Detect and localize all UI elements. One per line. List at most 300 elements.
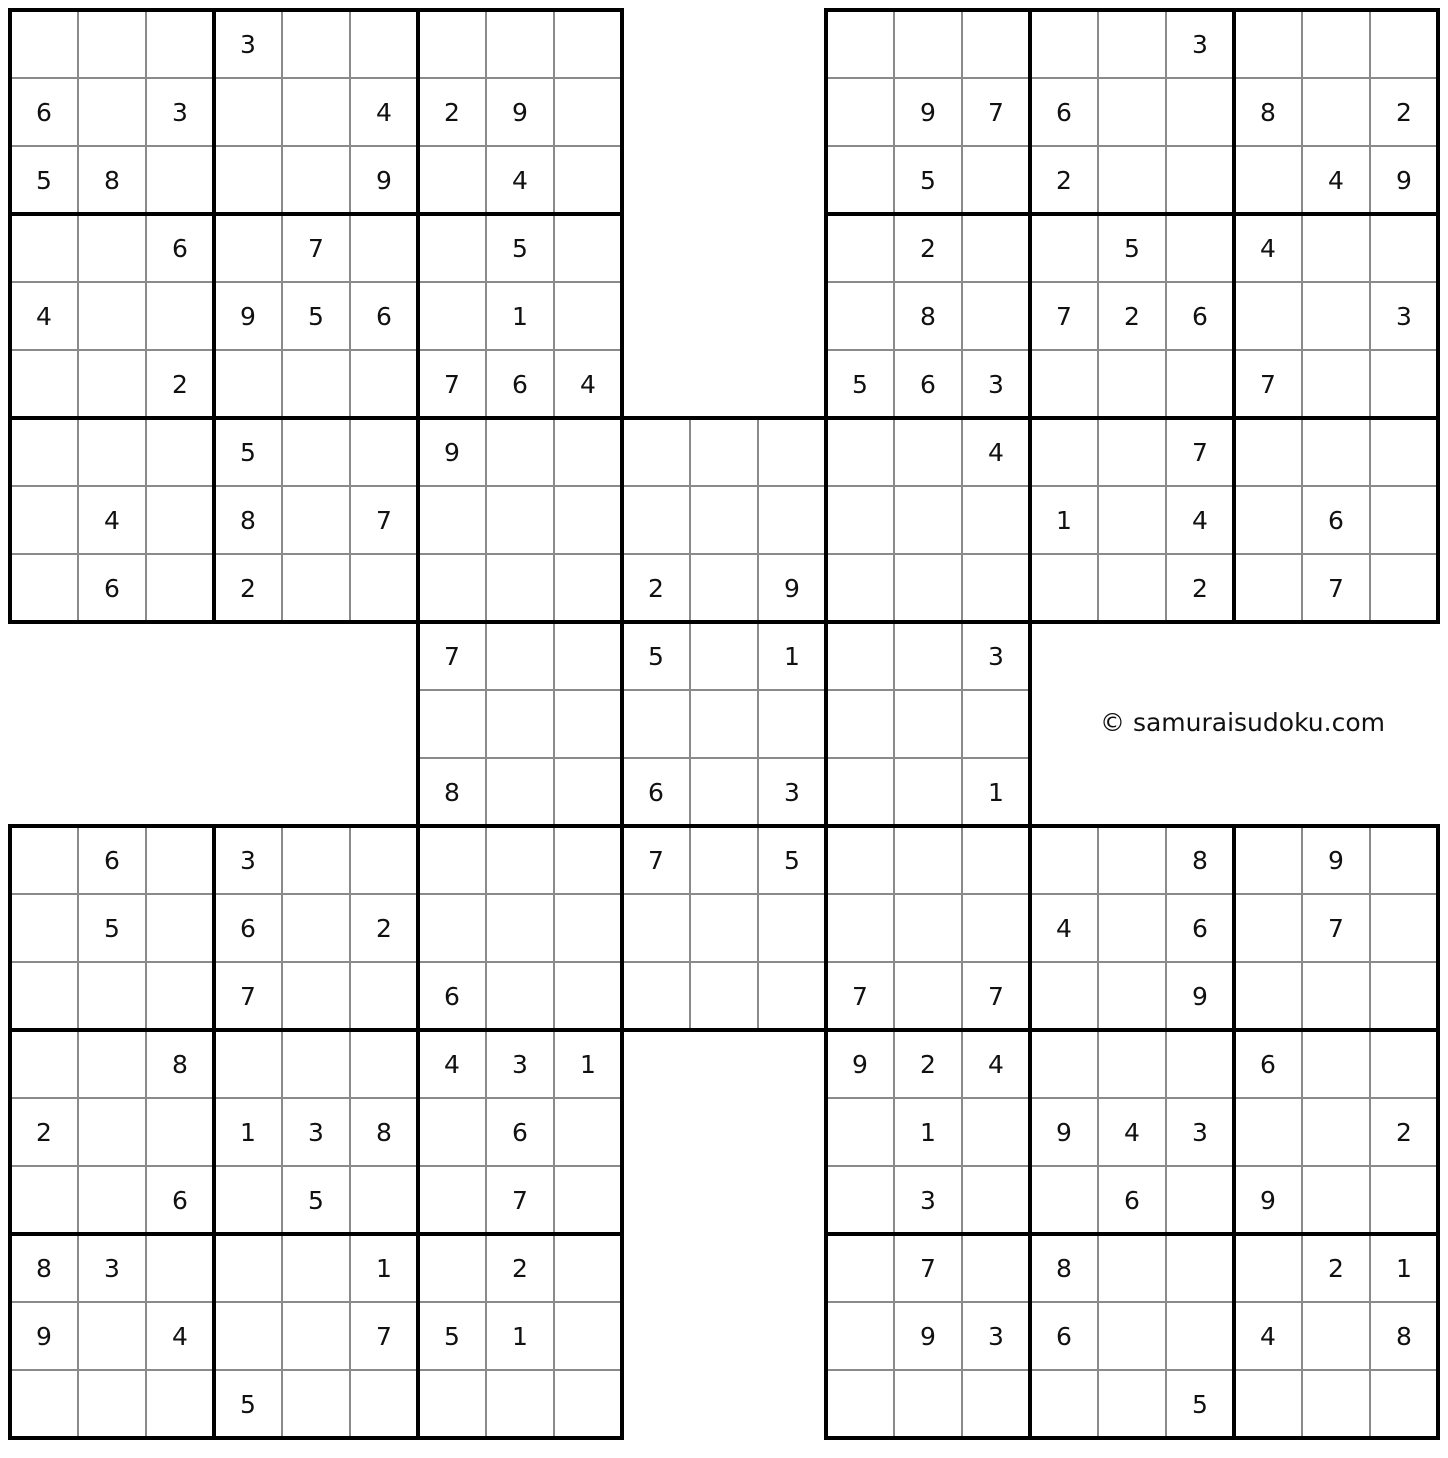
empty-cell[interactable]: [486, 486, 554, 554]
empty-cell[interactable]: [486, 962, 554, 1030]
empty-cell[interactable]: [418, 146, 486, 214]
given-digit-cell: 6: [104, 845, 120, 875]
empty-cell[interactable]: [758, 418, 826, 486]
empty-cell[interactable]: [1234, 1370, 1302, 1438]
given-digit-cell: 8: [1396, 1321, 1412, 1351]
empty-cell[interactable]: [1098, 1302, 1166, 1370]
empty-cell[interactable]: [78, 1030, 146, 1098]
given-digit-cell: 1: [376, 1253, 392, 1283]
given-digit-cell: 9: [920, 1321, 936, 1351]
empty-cell[interactable]: [350, 826, 418, 894]
empty-cell[interactable]: [1098, 962, 1166, 1030]
empty-cell[interactable]: [622, 690, 690, 758]
empty-cell[interactable]: [214, 146, 282, 214]
empty-cell[interactable]: [1234, 1234, 1302, 1302]
empty-cell[interactable]: [214, 1302, 282, 1370]
given-digit-cell: 2: [1396, 1117, 1412, 1147]
given-digit-cell: 5: [240, 1389, 256, 1419]
empty-cell[interactable]: [554, 214, 622, 282]
empty-cell[interactable]: [690, 758, 758, 826]
empty-cell[interactable]: [1370, 962, 1438, 1030]
empty-cell[interactable]: [1098, 826, 1166, 894]
empty-cell[interactable]: [690, 622, 758, 690]
empty-cell[interactable]: [826, 826, 894, 894]
given-digit-cell: 7: [444, 369, 460, 399]
empty-cell[interactable]: [1166, 146, 1234, 214]
empty-cell[interactable]: [758, 962, 826, 1030]
empty-cell[interactable]: [282, 418, 350, 486]
empty-cell[interactable]: [1098, 554, 1166, 622]
empty-cell[interactable]: [962, 486, 1030, 554]
empty-cell[interactable]: [962, 826, 1030, 894]
empty-cell[interactable]: [1030, 10, 1098, 78]
empty-cell[interactable]: [622, 418, 690, 486]
empty-cell[interactable]: [78, 1302, 146, 1370]
given-digit-cell: 1: [1056, 505, 1072, 535]
empty-cell[interactable]: [1234, 1098, 1302, 1166]
empty-cell[interactable]: [962, 282, 1030, 350]
empty-cell[interactable]: [554, 962, 622, 1030]
empty-cell[interactable]: [1166, 1234, 1234, 1302]
empty-cell[interactable]: [1098, 418, 1166, 486]
given-digit-cell: 1: [512, 301, 528, 331]
empty-cell[interactable]: [146, 282, 214, 350]
empty-cell[interactable]: [486, 418, 554, 486]
empty-cell[interactable]: [214, 1234, 282, 1302]
given-digit-cell: 1: [240, 1117, 256, 1147]
empty-cell[interactable]: [10, 486, 78, 554]
given-digit-cell: 7: [240, 981, 256, 1011]
empty-cell[interactable]: [826, 690, 894, 758]
given-digit-cell: 3: [988, 369, 1004, 399]
given-digit-cell: 6: [104, 573, 120, 603]
empty-cell[interactable]: [78, 418, 146, 486]
empty-cell[interactable]: [282, 146, 350, 214]
empty-cell[interactable]: [1234, 486, 1302, 554]
given-digit-cell: 5: [648, 641, 664, 671]
given-digit-cell: 2: [1124, 301, 1140, 331]
given-digit-cell: 8: [104, 165, 120, 195]
empty-cell[interactable]: [1030, 1370, 1098, 1438]
empty-cell[interactable]: [1302, 962, 1370, 1030]
empty-cell[interactable]: [350, 554, 418, 622]
given-digit-cell: 3: [920, 1185, 936, 1215]
given-digit-cell: 6: [1192, 913, 1208, 943]
empty-cell[interactable]: [418, 486, 486, 554]
empty-cell[interactable]: [962, 1234, 1030, 1302]
empty-cell[interactable]: [826, 1166, 894, 1234]
empty-cell[interactable]: [826, 1098, 894, 1166]
given-digit-cell: 7: [1192, 437, 1208, 467]
empty-cell[interactable]: [486, 690, 554, 758]
empty-cell[interactable]: [486, 1370, 554, 1438]
empty-cell[interactable]: [554, 146, 622, 214]
empty-cell[interactable]: [1166, 78, 1234, 146]
empty-cell[interactable]: [1302, 1302, 1370, 1370]
empty-cell[interactable]: [894, 10, 962, 78]
empty-cell[interactable]: [894, 622, 962, 690]
empty-cell[interactable]: [350, 350, 418, 418]
empty-cell[interactable]: [350, 418, 418, 486]
empty-cell[interactable]: [1370, 826, 1438, 894]
empty-cell[interactable]: [78, 1098, 146, 1166]
empty-cell[interactable]: [78, 350, 146, 418]
empty-cell[interactable]: [826, 622, 894, 690]
empty-cell[interactable]: [554, 10, 622, 78]
empty-cell[interactable]: [1234, 282, 1302, 350]
given-digit-cell: 4: [1260, 1321, 1276, 1351]
given-digit-cell: 9: [1260, 1185, 1276, 1215]
empty-cell[interactable]: [1030, 1030, 1098, 1098]
empty-cell[interactable]: [1234, 826, 1302, 894]
empty-cell[interactable]: [554, 622, 622, 690]
given-digit-cell: 8: [920, 301, 936, 331]
empty-cell[interactable]: [10, 1166, 78, 1234]
empty-cell[interactable]: [554, 554, 622, 622]
empty-cell[interactable]: [1166, 1030, 1234, 1098]
given-digit-cell: 3: [1192, 29, 1208, 59]
empty-cell[interactable]: [1370, 1030, 1438, 1098]
empty-cell[interactable]: [1302, 214, 1370, 282]
empty-cell[interactable]: [418, 1370, 486, 1438]
empty-cell[interactable]: [10, 554, 78, 622]
empty-cell[interactable]: [826, 10, 894, 78]
given-digit-cell: 5: [104, 913, 120, 943]
empty-cell[interactable]: [1098, 10, 1166, 78]
empty-cell[interactable]: [826, 758, 894, 826]
empty-cell[interactable]: [418, 1166, 486, 1234]
empty-cell[interactable]: [962, 10, 1030, 78]
empty-cell[interactable]: [1302, 1030, 1370, 1098]
empty-cell[interactable]: [10, 1030, 78, 1098]
empty-cell[interactable]: [1030, 962, 1098, 1030]
empty-cell[interactable]: [418, 1234, 486, 1302]
empty-cell[interactable]: [282, 826, 350, 894]
empty-cell[interactable]: [690, 894, 758, 962]
empty-cell[interactable]: [10, 214, 78, 282]
empty-cell[interactable]: [826, 146, 894, 214]
empty-cell[interactable]: [146, 554, 214, 622]
empty-cell[interactable]: [554, 1098, 622, 1166]
empty-cell[interactable]: [1302, 1098, 1370, 1166]
given-digit-cell: 9: [1056, 1117, 1072, 1147]
empty-cell[interactable]: [146, 10, 214, 78]
empty-cell[interactable]: [78, 78, 146, 146]
empty-cell[interactable]: [1030, 826, 1098, 894]
empty-cell[interactable]: [690, 826, 758, 894]
given-digit-cell: 8: [1192, 845, 1208, 875]
empty-cell[interactable]: [214, 350, 282, 418]
empty-cell[interactable]: [350, 10, 418, 78]
empty-cell[interactable]: [690, 554, 758, 622]
empty-cell[interactable]: [962, 1370, 1030, 1438]
given-digit-cell: 8: [1260, 97, 1276, 127]
given-digit-cell: 5: [512, 233, 528, 263]
empty-cell[interactable]: [78, 1370, 146, 1438]
empty-cell[interactable]: [214, 1166, 282, 1234]
given-digit-cell: 6: [1260, 1049, 1276, 1079]
given-digit-cell: 4: [512, 165, 528, 195]
given-digit-cell: 4: [1124, 1117, 1140, 1147]
empty-cell[interactable]: [826, 214, 894, 282]
empty-cell[interactable]: [486, 826, 554, 894]
empty-cell[interactable]: [894, 1370, 962, 1438]
empty-cell[interactable]: [418, 826, 486, 894]
empty-cell[interactable]: [78, 1166, 146, 1234]
empty-cell[interactable]: [554, 758, 622, 826]
empty-cell[interactable]: [1098, 146, 1166, 214]
empty-cell[interactable]: [214, 78, 282, 146]
empty-cell[interactable]: [554, 1166, 622, 1234]
given-digit-cell: 2: [1192, 573, 1208, 603]
empty-cell[interactable]: [554, 282, 622, 350]
empty-cell[interactable]: [1030, 350, 1098, 418]
empty-cell[interactable]: [1098, 350, 1166, 418]
empty-cell[interactable]: [418, 10, 486, 78]
empty-cell[interactable]: [282, 554, 350, 622]
given-digit-cell: 6: [240, 913, 256, 943]
empty-cell[interactable]: [758, 894, 826, 962]
empty-cell[interactable]: [826, 554, 894, 622]
given-digit-cell: 7: [1260, 369, 1276, 399]
given-digit-cell: 5: [308, 301, 324, 331]
empty-cell[interactable]: [418, 554, 486, 622]
empty-cell[interactable]: [1370, 418, 1438, 486]
empty-cell[interactable]: [486, 622, 554, 690]
given-digit-cell: 3: [988, 1321, 1004, 1351]
empty-cell[interactable]: [690, 690, 758, 758]
empty-cell[interactable]: [758, 486, 826, 554]
empty-cell[interactable]: [1370, 350, 1438, 418]
empty-cell[interactable]: [554, 1302, 622, 1370]
empty-cell[interactable]: [1234, 418, 1302, 486]
given-digit-cell: 7: [1056, 301, 1072, 331]
given-digit-cell: 6: [920, 369, 936, 399]
empty-cell[interactable]: [962, 554, 1030, 622]
empty-cell[interactable]: [894, 962, 962, 1030]
empty-cell[interactable]: [962, 214, 1030, 282]
empty-cell[interactable]: [146, 486, 214, 554]
given-digit-cell: 2: [920, 233, 936, 263]
empty-cell[interactable]: [282, 894, 350, 962]
empty-cell[interactable]: [146, 1370, 214, 1438]
given-digit-cell: 4: [172, 1321, 188, 1351]
empty-cell[interactable]: [894, 418, 962, 486]
empty-cell[interactable]: [282, 10, 350, 78]
empty-cell[interactable]: [1370, 1166, 1438, 1234]
empty-cell[interactable]: [418, 690, 486, 758]
empty-cell[interactable]: [962, 1166, 1030, 1234]
empty-cell[interactable]: [486, 10, 554, 78]
empty-cell[interactable]: [1302, 78, 1370, 146]
empty-cell[interactable]: [1302, 10, 1370, 78]
empty-cell[interactable]: [622, 486, 690, 554]
empty-cell[interactable]: [10, 10, 78, 78]
given-digit-cell: 6: [1328, 505, 1344, 535]
empty-cell[interactable]: [418, 1098, 486, 1166]
given-digit-cell: 2: [172, 369, 188, 399]
given-digit-cell: 2: [376, 913, 392, 943]
empty-cell[interactable]: [1166, 350, 1234, 418]
empty-cell[interactable]: [826, 894, 894, 962]
empty-cell[interactable]: [1098, 1234, 1166, 1302]
empty-cell[interactable]: [350, 1370, 418, 1438]
empty-cell[interactable]: [1098, 78, 1166, 146]
given-digit-cell: 7: [1328, 573, 1344, 603]
empty-cell[interactable]: [962, 690, 1030, 758]
empty-cell[interactable]: [78, 962, 146, 1030]
empty-cell[interactable]: [146, 894, 214, 962]
empty-cell[interactable]: [486, 758, 554, 826]
empty-cell[interactable]: [282, 350, 350, 418]
empty-cell[interactable]: [1234, 554, 1302, 622]
empty-cell[interactable]: [1302, 418, 1370, 486]
empty-cell[interactable]: [1370, 10, 1438, 78]
empty-cell[interactable]: [146, 962, 214, 1030]
empty-cell[interactable]: [486, 894, 554, 962]
empty-cell[interactable]: [962, 1098, 1030, 1166]
empty-cell[interactable]: [622, 894, 690, 962]
empty-cell[interactable]: [282, 486, 350, 554]
given-digit-cell: 1: [920, 1117, 936, 1147]
empty-cell[interactable]: [554, 486, 622, 554]
empty-cell[interactable]: [1302, 1166, 1370, 1234]
empty-cell[interactable]: [826, 78, 894, 146]
empty-cell[interactable]: [146, 146, 214, 214]
empty-cell[interactable]: [350, 1030, 418, 1098]
given-digit-cell: 2: [36, 1117, 52, 1147]
empty-cell[interactable]: [962, 146, 1030, 214]
given-digit-cell: 8: [36, 1253, 52, 1283]
given-digit-cell: 1: [580, 1049, 596, 1079]
empty-cell[interactable]: [758, 690, 826, 758]
empty-cell[interactable]: [1030, 214, 1098, 282]
empty-cell[interactable]: [350, 1166, 418, 1234]
empty-cell[interactable]: [826, 418, 894, 486]
given-digit-cell: 8: [240, 505, 256, 535]
empty-cell[interactable]: [1370, 554, 1438, 622]
empty-cell[interactable]: [1166, 1166, 1234, 1234]
empty-cell[interactable]: [826, 1234, 894, 1302]
empty-cell[interactable]: [554, 690, 622, 758]
given-digit-cell: 2: [240, 573, 256, 603]
empty-cell[interactable]: [350, 214, 418, 282]
empty-cell[interactable]: [418, 282, 486, 350]
given-digit-cell: 7: [376, 1321, 392, 1351]
empty-cell[interactable]: [690, 418, 758, 486]
empty-cell[interactable]: [826, 282, 894, 350]
empty-cell[interactable]: [826, 1302, 894, 1370]
empty-cell[interactable]: [1234, 146, 1302, 214]
empty-cell[interactable]: [1370, 1370, 1438, 1438]
empty-cell[interactable]: [1370, 214, 1438, 282]
empty-cell[interactable]: [826, 486, 894, 554]
empty-cell[interactable]: [10, 350, 78, 418]
empty-cell[interactable]: [78, 10, 146, 78]
empty-cell[interactable]: [78, 282, 146, 350]
empty-cell[interactable]: [1370, 894, 1438, 962]
empty-cell[interactable]: [554, 1234, 622, 1302]
given-digit-cell: 7: [852, 981, 868, 1011]
empty-cell[interactable]: [418, 894, 486, 962]
empty-cell[interactable]: [690, 962, 758, 1030]
empty-cell[interactable]: [10, 826, 78, 894]
empty-cell[interactable]: [1030, 554, 1098, 622]
empty-cell[interactable]: [1098, 486, 1166, 554]
empty-cell[interactable]: [350, 962, 418, 1030]
given-digit-cell: 6: [1056, 97, 1072, 127]
empty-cell[interactable]: [282, 1302, 350, 1370]
empty-cell[interactable]: [214, 214, 282, 282]
empty-cell[interactable]: [1234, 894, 1302, 962]
empty-cell[interactable]: [1302, 350, 1370, 418]
empty-cell[interactable]: [894, 486, 962, 554]
empty-cell[interactable]: [1370, 486, 1438, 554]
empty-cell[interactable]: [894, 826, 962, 894]
empty-cell[interactable]: [554, 418, 622, 486]
empty-cell[interactable]: [1030, 1166, 1098, 1234]
empty-cell[interactable]: [146, 826, 214, 894]
empty-cell[interactable]: [1302, 1370, 1370, 1438]
empty-cell[interactable]: [894, 690, 962, 758]
empty-cell[interactable]: [1030, 418, 1098, 486]
empty-cell[interactable]: [894, 554, 962, 622]
empty-cell[interactable]: [1098, 1370, 1166, 1438]
empty-cell[interactable]: [554, 1370, 622, 1438]
empty-cell[interactable]: [1302, 282, 1370, 350]
empty-cell[interactable]: [962, 894, 1030, 962]
empty-cell[interactable]: [282, 1030, 350, 1098]
empty-cell[interactable]: [282, 962, 350, 1030]
empty-cell[interactable]: [282, 78, 350, 146]
empty-cell[interactable]: [1098, 894, 1166, 962]
empty-cell[interactable]: [690, 486, 758, 554]
empty-cell[interactable]: [554, 894, 622, 962]
empty-cell[interactable]: [1166, 1302, 1234, 1370]
empty-cell[interactable]: [486, 554, 554, 622]
empty-cell[interactable]: [1234, 10, 1302, 78]
empty-cell[interactable]: [10, 1370, 78, 1438]
empty-cell[interactable]: [826, 1370, 894, 1438]
empty-cell[interactable]: [146, 418, 214, 486]
empty-cell[interactable]: [554, 826, 622, 894]
empty-cell[interactable]: [214, 1030, 282, 1098]
empty-cell[interactable]: [282, 1234, 350, 1302]
given-digit-cell: 9: [1192, 981, 1208, 1011]
given-digit-cell: 7: [988, 981, 1004, 1011]
empty-cell[interactable]: [282, 1370, 350, 1438]
empty-cell[interactable]: [894, 758, 962, 826]
empty-cell[interactable]: [1166, 214, 1234, 282]
given-digit-cell: 4: [376, 97, 392, 127]
empty-cell[interactable]: [1234, 962, 1302, 1030]
empty-cell[interactable]: [146, 1234, 214, 1302]
empty-cell[interactable]: [146, 1098, 214, 1166]
empty-cell[interactable]: [78, 214, 146, 282]
given-digit-cell: 4: [988, 1049, 1004, 1079]
empty-cell[interactable]: [418, 214, 486, 282]
empty-cell[interactable]: [10, 962, 78, 1030]
given-digit-cell: 6: [512, 369, 528, 399]
empty-cell[interactable]: [10, 894, 78, 962]
empty-cell[interactable]: [622, 962, 690, 1030]
given-digit-cell: 6: [376, 301, 392, 331]
empty-cell[interactable]: [894, 894, 962, 962]
empty-cell[interactable]: [554, 78, 622, 146]
given-digit-cell: 7: [444, 641, 460, 671]
empty-cell[interactable]: [1098, 1030, 1166, 1098]
empty-cell[interactable]: [10, 418, 78, 486]
